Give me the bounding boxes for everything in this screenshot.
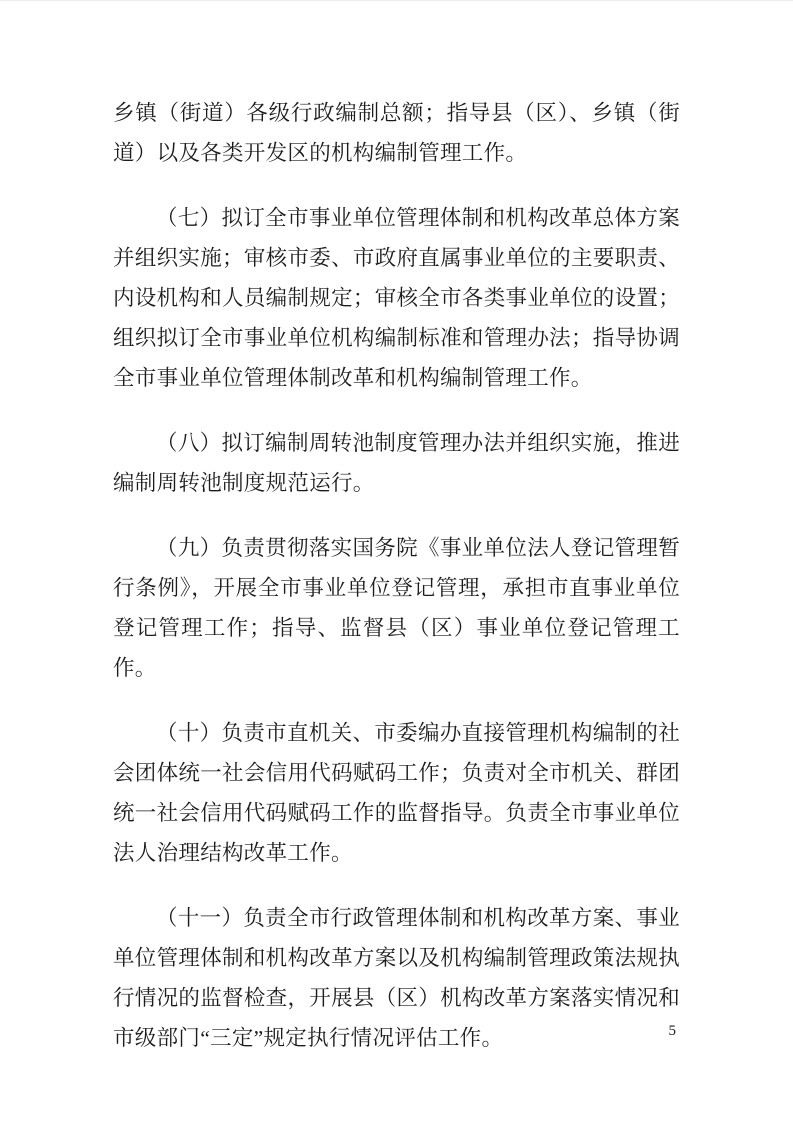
paragraph: （七）拟订全市事业单位管理体制和机构改革总体方案并组织实施；审核市委、市政府直属事业单位的主要职责、内设机构和人员编制规定；审核全市各类事业单位的设置；组织拟订全市事业单位机构编制标准和管理办法；指导协调全市事业单位管理体制改革和机构编制管理工作。 bbox=[113, 206, 680, 390]
page-number: 5 bbox=[668, 1023, 676, 1039]
paragraph: 乡镇（街道）各级行政编制总额；指导县（区）、乡镇（街道）以及各类开发区的机构编制管理工作。 bbox=[113, 101, 680, 165]
paragraph: （九）负责贯彻落实国务院《事业单位法人登记管理暂行条例》，开展全市事业单位登记管理，承担市直事业单位登记管理工作；指导、监督县（区）事业单位登记管理工作。 bbox=[113, 536, 680, 680]
paragraph: （十一）负责全市行政管理体制和机构改革方案、事业单位管理体制和机构改革方案以及机构编制管理政策法规执行情况的监督检查，开展县（区）机构改革方案落实情况和市级部门“三定”规定执行情况评估工作。 bbox=[113, 906, 680, 1050]
paragraph: （八）拟订编制周转池制度管理办法并组织实施，推进编制周转池制度规范运行。 bbox=[113, 431, 680, 495]
paragraph: （十）负责市直机关、市委编办直接管理机构编制的社会团体统一社会信用代码赋码工作；负责对全市机关、群团统一社会信用代码赋码工作的监督指导。负责全市事业单位法人治理结构改革工作。 bbox=[113, 721, 680, 865]
document-body bbox=[113, 93, 680, 1083]
